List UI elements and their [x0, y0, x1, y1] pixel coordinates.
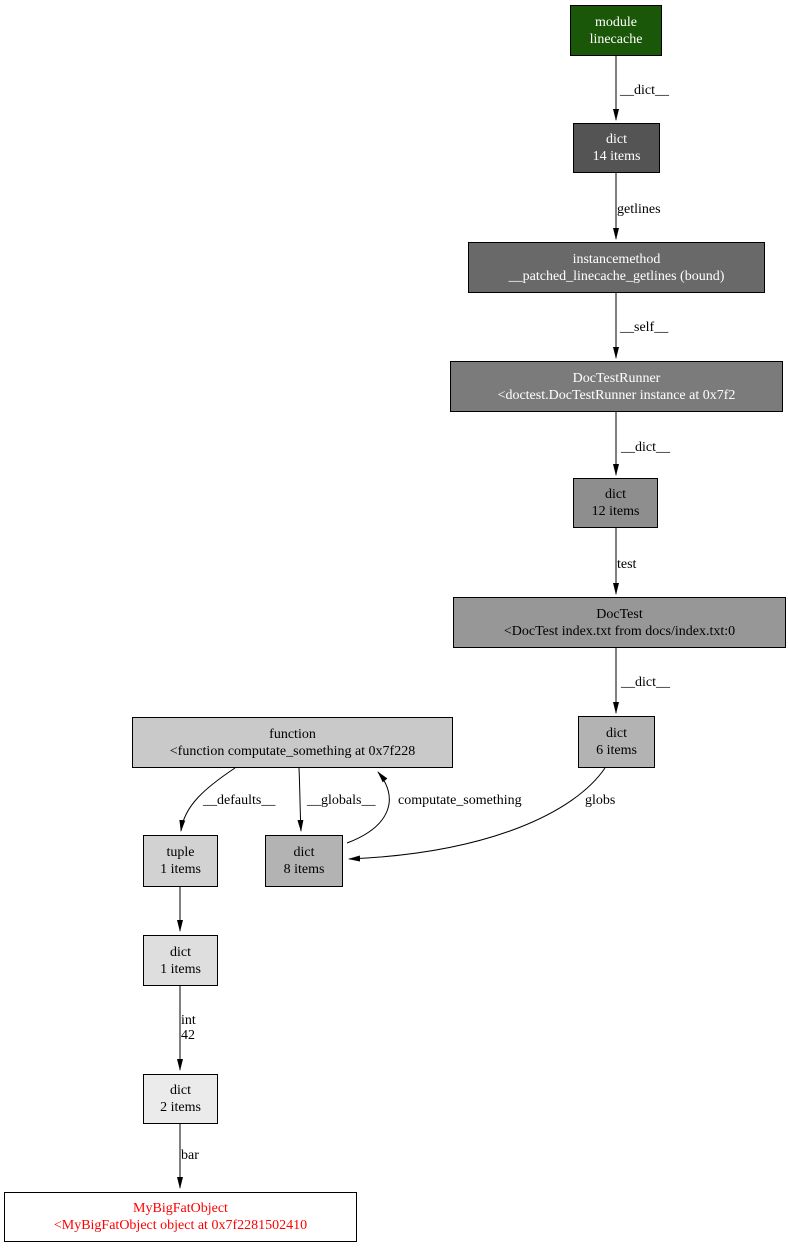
edge-label-int-type: int	[181, 1013, 196, 1028]
node-type-label: tuple	[166, 845, 195, 860]
node-doctest	[453, 597, 786, 648]
node-value-label: 1 items	[160, 961, 201, 977]
edge-label-self: __self__	[620, 320, 669, 335]
node-value-label: 1 items	[160, 862, 201, 877]
node-dict-8-items	[265, 835, 343, 887]
node-value-label: 6 items	[596, 743, 637, 758]
edge-label-dict-doctest: __dict__	[621, 675, 670, 690]
node-type-label: module	[595, 14, 637, 30]
node-value-label: 8 items	[283, 862, 325, 877]
node-type-label: function	[269, 726, 316, 742]
node-function-computate-something	[132, 717, 453, 768]
node-type-label: dict	[606, 726, 627, 741]
node-value-label: 14 items	[592, 149, 641, 164]
node-type-label: dict	[605, 487, 626, 502]
node-dict-6-items	[578, 716, 655, 768]
edge-label-dict-module: __dict__	[620, 83, 669, 98]
node-value-label: <MyBigFatObject object at 0x7f2281502410	[53, 1218, 308, 1233]
node-module-linecache	[570, 5, 662, 56]
edge-label-bar: bar	[181, 1148, 199, 1163]
edge-dict6-to-dict8-globs	[349, 768, 605, 859]
node-dict-1-items	[143, 935, 218, 986]
node-value-label: __patched_linecache_getlines (bound)	[508, 268, 725, 284]
edge-function-to-dict8-globals	[299, 768, 301, 831]
edge-label-test: test	[617, 557, 637, 572]
node-dict-2-items	[143, 1074, 218, 1124]
node-type-label: dict	[606, 132, 627, 147]
edge-label-defaults: __defaults__	[203, 793, 276, 808]
node-tuple-1-items	[143, 835, 218, 887]
node-value-label: 12 items	[591, 504, 640, 519]
node-value-label: <doctest.DocTestRunner instance at 0x7f2	[497, 387, 736, 403]
node-dict-12-items	[573, 478, 658, 528]
node-type-label: dict	[170, 944, 191, 960]
node-type-label: dict	[293, 845, 315, 860]
node-value-label: <DocTest index.txt from docs/index.txt:0	[503, 623, 736, 639]
node-value-label: <function computate_something at 0x7f228	[169, 743, 416, 759]
node-dict-14-items	[573, 123, 660, 173]
edge-label-dict-runner: __dict__	[621, 440, 670, 455]
node-instancemethod	[468, 242, 765, 293]
node-type-label: dict	[170, 1083, 191, 1098]
edge-label-globs: globs	[585, 793, 616, 808]
node-type-label: MyBigFatObject	[133, 1201, 228, 1216]
node-doctestrunner	[450, 361, 783, 412]
node-value-label: 2 items	[160, 1100, 201, 1115]
edge-label-globals: __globals__	[307, 793, 376, 808]
node-type-label: DocTestRunner	[572, 370, 661, 386]
node-mybigfatobject	[4, 1192, 357, 1242]
edge-label-getlines: getlines	[617, 202, 661, 217]
node-type-label: DocTest	[596, 606, 643, 622]
edge-label-int-42	[181, 1013, 196, 1043]
edge-label-int-value: 42	[181, 1028, 195, 1043]
node-type-label: instancemethod	[572, 251, 661, 267]
node-value-label: linecache	[589, 31, 643, 47]
edge-label-computate-something: computate_something	[398, 793, 522, 808]
